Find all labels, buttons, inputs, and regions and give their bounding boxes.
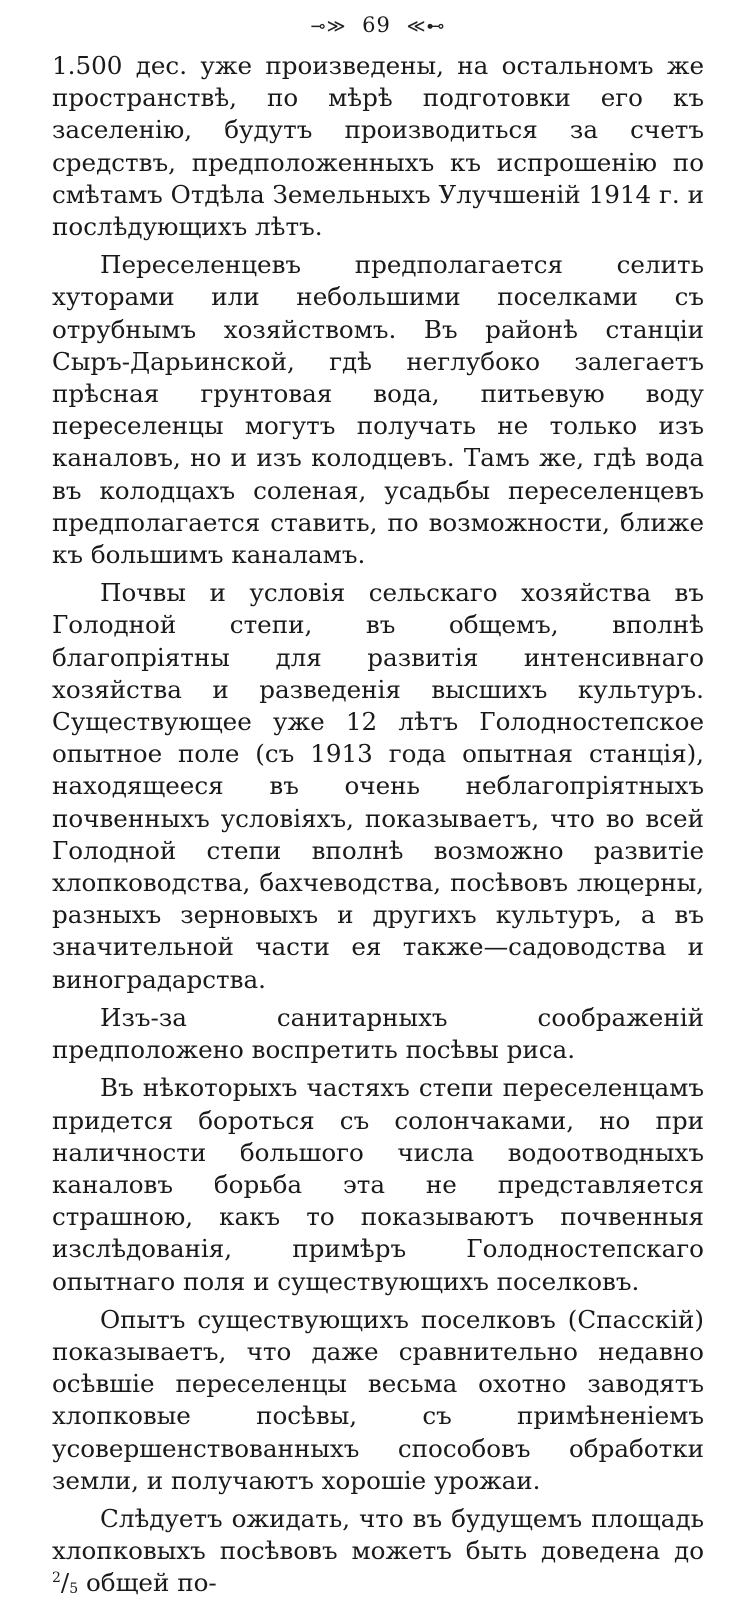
body-text bbox=[52, 50, 704, 1600]
paragraph-7-text-before: Слѣдуетъ ожидать, что въ будущемъ площадь хлопковыхъ посѣвовъ можетъ быть доведена до bbox=[52, 1503, 704, 1566]
paragraph-7-text-after: общей по- bbox=[78, 1568, 217, 1598]
ornament-left-icon: ⊸≫ bbox=[310, 16, 347, 37]
paragraph-2: Переселенцевъ предполагается селить хуторами или небольшими поселками съ отрубнымъ хозяйствомъ. Въ районѣ станціи Сыръ-Дарьинской, гдѣ неглубоко залегаетъ прѣсная грунтовая вода, питьевую воду переселенцы могутъ получать не только изъ каналовъ, но и изъ колодцевъ. Тамъ же, гдѣ вода въ колодцахъ соленая, усадьбы переселенцевъ предполагается ставить, по возможности, ближе къ большимъ каналамъ. bbox=[52, 250, 704, 570]
paragraph-1: 1.500 дес. уже произведены, на остальномъ же пространствѣ, по мѣрѣ подготовки его къ заселенію, будутъ производиться за счетъ средствъ, предположенныхъ къ испрошенію по смѣтамъ Отдѣла Земельныхъ Улучшеній 1914 г. и послѣдующихъ лѣтъ. bbox=[52, 51, 704, 242]
paragraph-5: Въ нѣкоторыхъ частяхъ степи переселенцамъ придется бороться съ солончаками, но при наличности большого числа водоотводныхъ каналовъ борьба эта не представляется страшною, какъ то показываютъ почвенныя изслѣдованія, примѣръ Голодностепскаго опытнаго поля и существующихъ поселковъ. bbox=[52, 1073, 704, 1296]
fraction-denominator: 5 bbox=[69, 1581, 79, 1598]
fraction-numerator: 2 bbox=[52, 1570, 61, 1587]
paragraph-7: Слѣдуетъ ожидать, что въ будущемъ площадь хлопковыхъ посѣвовъ можетъ быть доведена до $^2/_5$ общей по- bbox=[52, 1503, 704, 1598]
page-number: 69 bbox=[362, 13, 391, 37]
page-header bbox=[52, 10, 704, 50]
ornament-right-icon: ≪⊷ bbox=[406, 16, 446, 37]
paragraph-3: Почвы и условія сельскаго хозяйства въ Голодной степи, въ общемъ, вполнѣ благопріятны для развитія интенсивнаго хозяйства и разведенія высшихъ культуръ. Существующее уже 12 лѣтъ Голодностепское опытное поле (съ 1913 года опытная станція), находящееся въ очень неблагопріятныхъ почвенныхъ условіяхъ, показываетъ, что во всей Голодной степи вполнѣ возможно развитіе хлопководства, бахчеводства, посѣвовъ люцерны, разныхъ зерновыхъ и другихъ культуръ, а въ значительной части ея также—садоводства и виноградарства. bbox=[52, 578, 704, 994]
paragraph-4: Изъ-за санитарныхъ соображеній предположено воспретить посѣвы риса. bbox=[52, 1002, 704, 1065]
paragraph-6: Опытъ существующихъ поселковъ (Спасскій) показываетъ, что даже сравнительно недавно осѣвшіе переселенцы весьма охотно заводятъ хлопковые посѣвы, съ примѣненіемъ усовершенствованныхъ способовъ обработки земли, и получаютъ хорошіе урожаи. bbox=[52, 1304, 704, 1495]
